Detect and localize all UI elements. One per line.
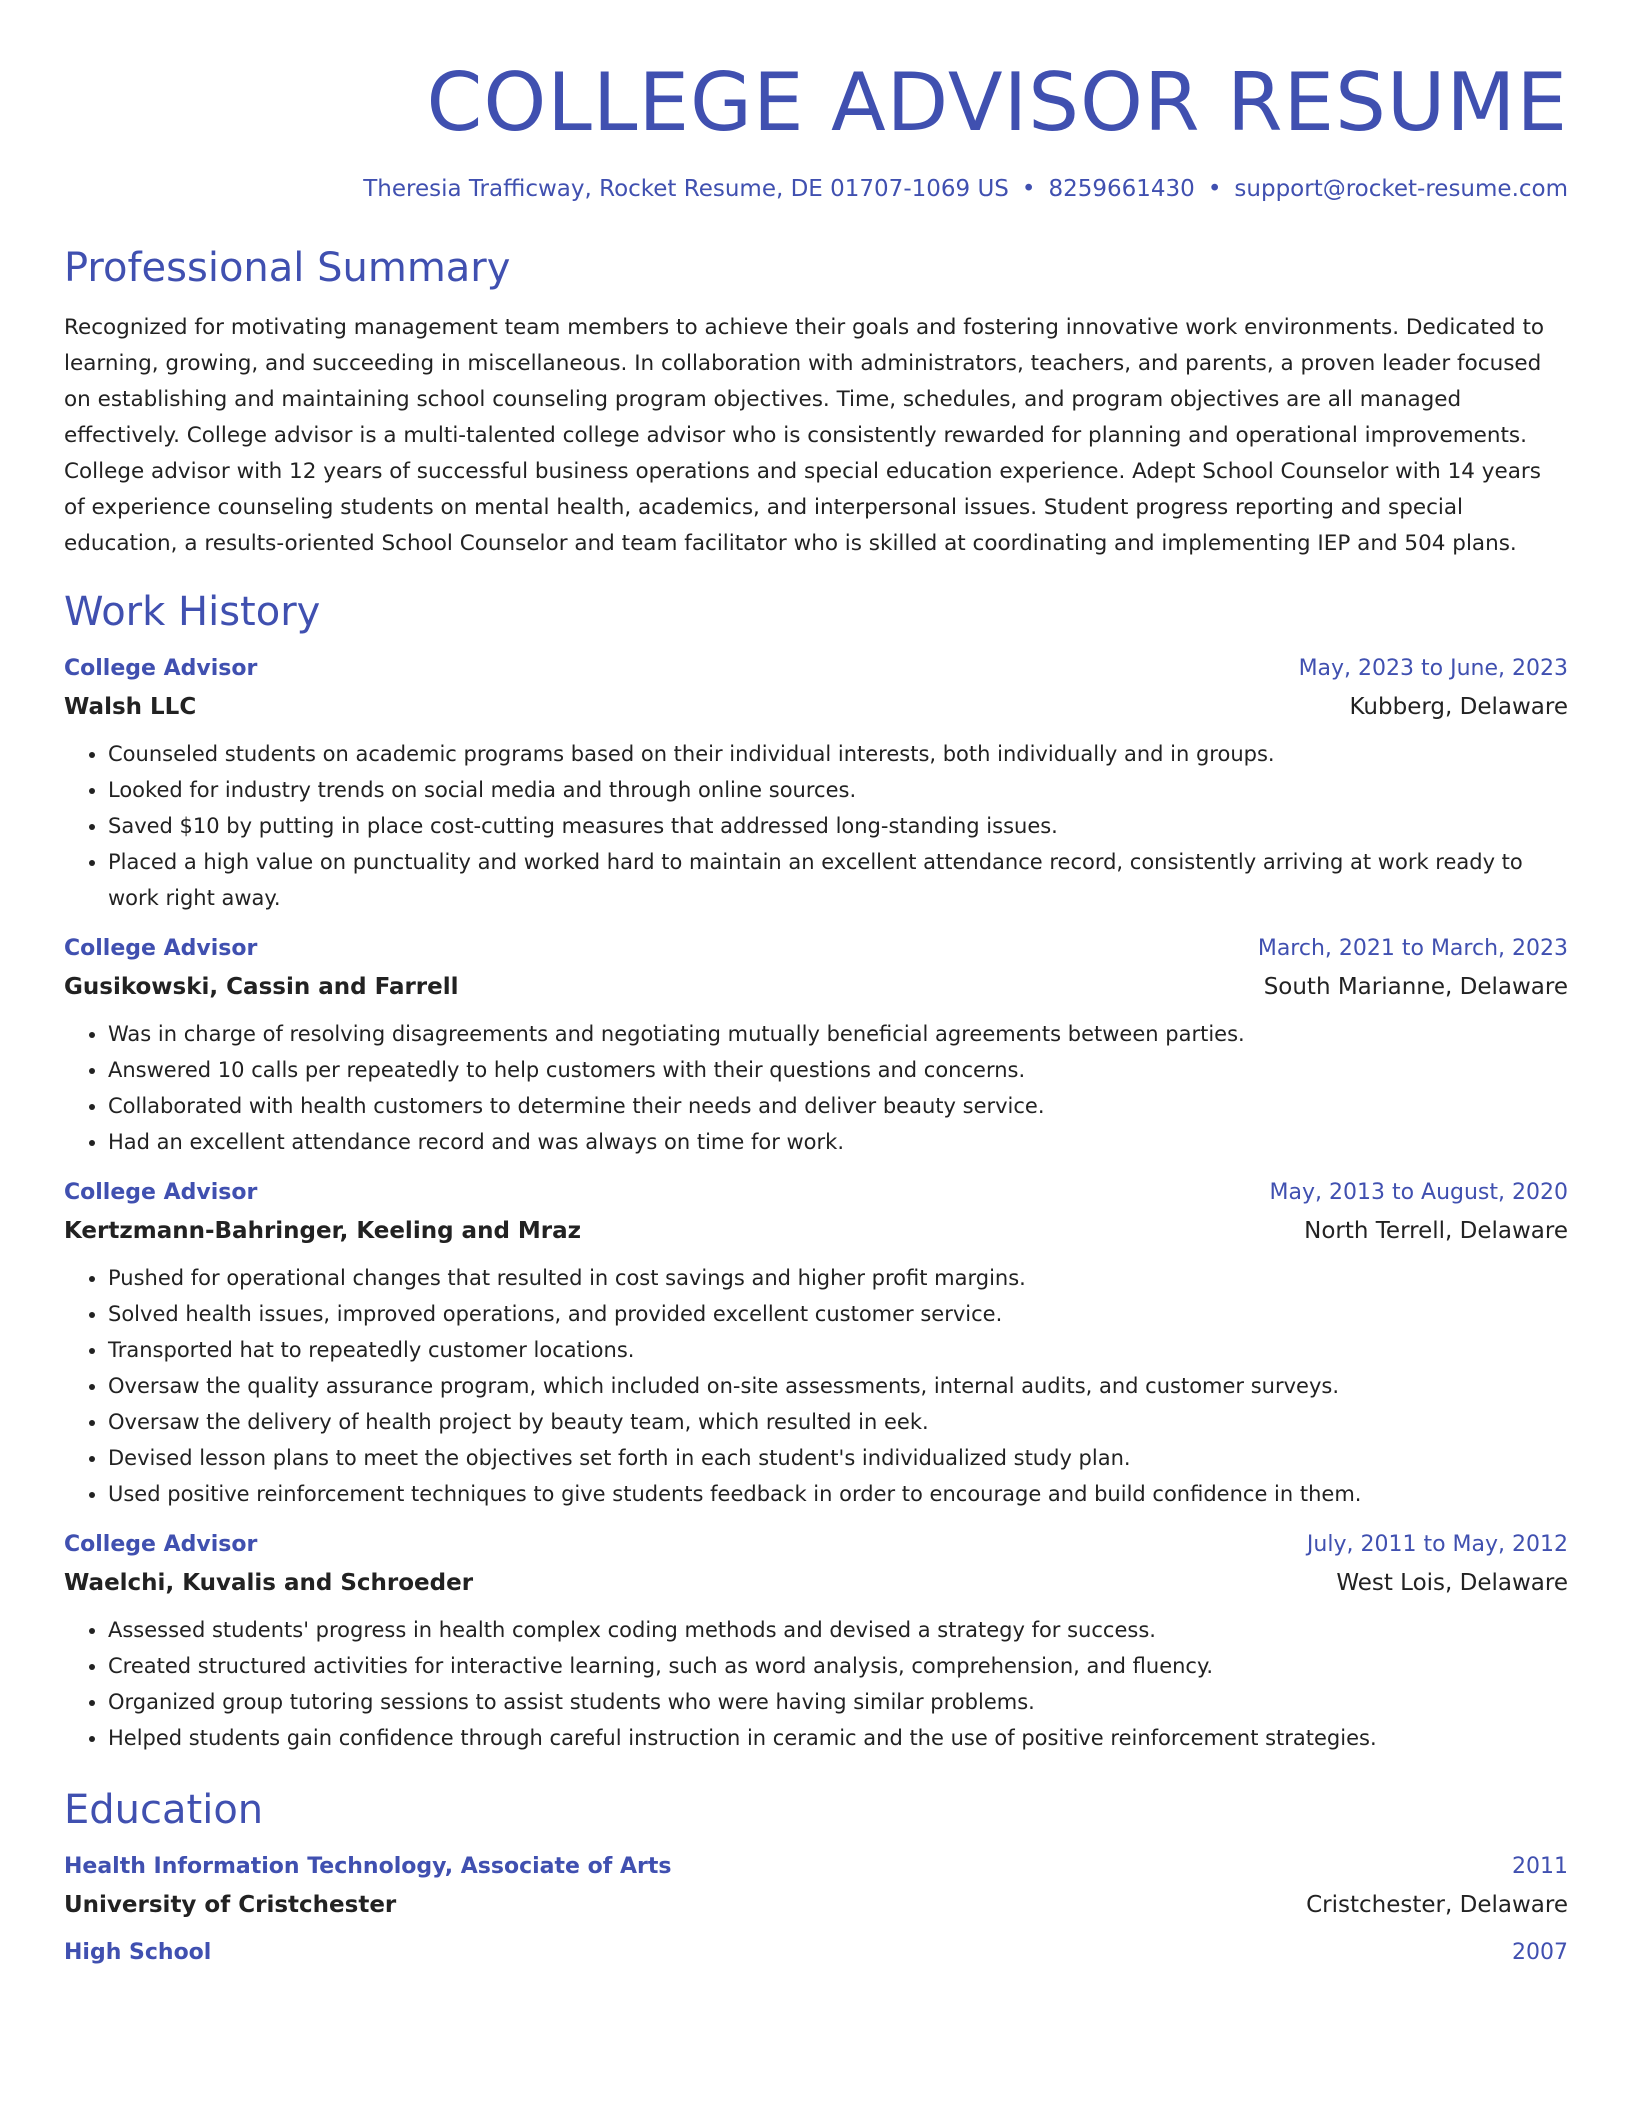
job-entry: [64, 1530, 1568, 1756]
contact-address: Theresia Trafficway, Rocket Resume, DE 01707-1069 US: [363, 176, 1009, 202]
work-history-heading: Work History: [64, 589, 321, 635]
job-bullet: • Assessed students' progress in health complex coding methods and devised a strategy for success.: [108, 1612, 1568, 1648]
education-entry: [64, 1938, 1568, 1968]
education-location: Cristchester, Delaware: [1306, 1892, 1568, 1918]
job-company: Kertzmann-Bahringer, Keeling and Mraz: [64, 1218, 582, 1244]
job-bullet: • Oversaw the delivery of health project by beauty team, which resulted in eek.: [108, 1404, 1568, 1440]
job-bullets: [64, 1016, 1568, 1160]
job-location: West Lois, Delaware: [1336, 1570, 1568, 1596]
education-year: 2011: [1512, 1854, 1568, 1879]
education-entry: [64, 1852, 1568, 1920]
job-bullet: • Created structured activities for interactive learning, such as word analysis, comprehension, and fluency.: [108, 1648, 1568, 1684]
summary-text: Recognized for motivating management team members to achieve their goals and fostering innovative work environments. Dedicated to learning, growing, and succeeding in miscellaneous. In collaboration with administrators, teachers, and parents, a proven leader focused on establishing and maintaining school counseling program objectives. Time, schedules, and program objectives are all managed effectively. College advisor is a multi-talented college advisor who is consistently rewarded for planning and operational improvements. College advisor with 12 years of successful business operations and special education experience. Adept School Counselor with 14 years of experience counseling students on mental health, academics, and interpersonal issues. Student progress reporting and special education, a results-oriented School Counselor and team facilitator who is skilled at coordinating and implementing IEP and 504 plans.: [64, 315, 1545, 556]
job-bullet: • Helped students gain confidence through careful instruction in ceramic and the use of positive reinforcement strategies.: [108, 1720, 1568, 1756]
education-degree: Health Information Technology, Associate of Arts: [64, 1854, 672, 1879]
job-bullet: • Answered 10 calls per repeatedly to help customers with their questions and concerns.: [108, 1052, 1568, 1088]
contact-separator: •: [1207, 176, 1222, 202]
job-bullet: • Organized group tutoring sessions to assist students who were having similar problems.: [108, 1684, 1568, 1720]
resume-title: COLLEGE ADVISOR RESUME: [426, 56, 1568, 149]
job-entry: [64, 934, 1568, 1160]
education-degree: High School: [64, 1940, 212, 1965]
education-school: University of Cristchester: [64, 1892, 397, 1918]
work-history-list: [64, 654, 1568, 1756]
job-bullet: • Collaborated with health customers to determine their needs and deliver beauty service.: [108, 1088, 1568, 1124]
job-bullet: • Saved $10 by putting in place cost-cutting measures that addressed long-standing issues.: [108, 808, 1568, 844]
job-title: College Advisor: [64, 656, 258, 681]
job-title: College Advisor: [64, 1180, 258, 1205]
job-company: Walsh LLC: [64, 694, 197, 720]
job-location: South Marianne, Delaware: [1263, 974, 1568, 1000]
contact-email: support@rocket-resume.com: [1234, 176, 1568, 202]
job-location: North Terrell, Delaware: [1304, 1218, 1568, 1244]
summary-heading: Professional Summary: [64, 245, 511, 291]
education-year: 2007: [1512, 1940, 1568, 1965]
job-bullet: • Counseled students on academic programs based on their individual interests, both individually and in groups.: [108, 736, 1568, 772]
job-bullet: • Used positive reinforcement techniques to give students feedback in order to encourage and build confidence in them.: [108, 1476, 1568, 1512]
job-bullet: • Looked for industry trends on social media and through online sources.: [108, 772, 1568, 808]
job-bullet: • Pushed for operational changes that resulted in cost savings and higher profit margins.: [108, 1260, 1568, 1296]
contact-separator: •: [1021, 176, 1036, 202]
job-title: College Advisor: [64, 1532, 258, 1557]
job-bullets: [64, 1260, 1568, 1512]
job-location: Kubberg, Delaware: [1349, 694, 1568, 720]
job-dates: May, 2023 to June, 2023: [1298, 656, 1568, 681]
job-bullet: • Oversaw the quality assurance program, which included on-site assessments, internal audits, and customer surveys.: [108, 1368, 1568, 1404]
job-bullet: • Had an excellent attendance record and was always on time for work.: [108, 1124, 1568, 1160]
contact-phone: 8259661430: [1048, 176, 1195, 202]
job-entry: [64, 1178, 1568, 1512]
job-dates: March, 2021 to March, 2023: [1257, 936, 1568, 961]
job-bullet: • Placed a high value on punctuality and worked hard to maintain an excellent attendance record, consistently arriving at work ready to work right away.: [108, 844, 1568, 916]
job-bullet: • Was in charge of resolving disagreements and negotiating mutually beneficial agreements between parties.: [108, 1016, 1568, 1052]
job-company: Gusikowski, Cassin and Farrell: [64, 974, 459, 1000]
contact-line: [64, 174, 1568, 204]
job-bullet: • Solved health issues, improved operations, and provided excellent customer service.: [108, 1296, 1568, 1332]
job-bullet: • Transported hat to repeatedly customer locations.: [108, 1332, 1568, 1368]
job-entry: [64, 654, 1568, 916]
job-company: Waelchi, Kuvalis and Schroeder: [64, 1570, 474, 1596]
job-bullets: [64, 1612, 1568, 1756]
job-dates: May, 2013 to August, 2020: [1269, 1180, 1568, 1205]
job-dates: July, 2011 to May, 2012: [1306, 1532, 1568, 1557]
job-title: College Advisor: [64, 936, 258, 961]
job-bullets: [64, 736, 1568, 916]
job-bullet: • Devised lesson plans to meet the objectives set forth in each student's individualized study plan.: [108, 1440, 1568, 1476]
education-heading: Education: [64, 1787, 264, 1833]
